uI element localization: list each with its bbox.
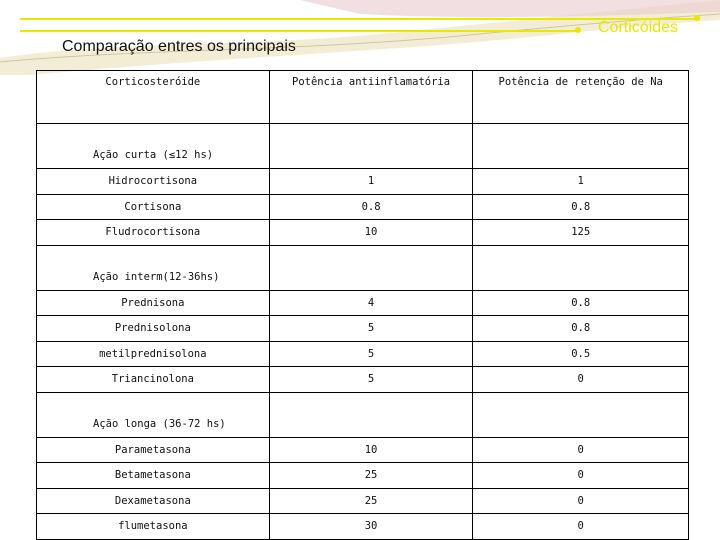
table-row: [37, 437, 689, 463]
table-row: [37, 169, 689, 195]
antiinflammatory-potency: 1: [269, 169, 473, 195]
drug-name: Parametasona: [37, 437, 270, 463]
antiinflammatory-potency: 4: [269, 290, 473, 316]
section-row: [37, 392, 689, 437]
antiinflammatory-potency: 5: [269, 316, 473, 342]
antiinflammatory-potency: 5: [269, 367, 473, 393]
drug-name: flumetasona: [37, 514, 270, 540]
antiinflammatory-potency: 25: [269, 463, 473, 489]
table-row: [37, 463, 689, 489]
section-label: Ação longa (36-72 hs): [37, 392, 270, 437]
drug-name: Betametasona: [37, 463, 270, 489]
header-cell: Potência de retenção de Na: [473, 71, 689, 124]
sodium-retention-potency: 0: [473, 463, 689, 489]
header-cell: Potência antiinflamatória: [269, 71, 473, 124]
sodium-retention-potency: 0: [473, 514, 689, 540]
slide-title: Corticóides: [597, 19, 678, 36]
decorative-dot: [575, 27, 581, 33]
sodium-retention-potency: 0: [473, 437, 689, 463]
antiinflammatory-potency: 10: [269, 437, 473, 463]
corticoid-comparison-table: [36, 70, 689, 540]
drug-name: metilprednisolona: [37, 341, 270, 367]
sodium-retention-potency: 0.8: [473, 194, 689, 220]
drug-name: Dexametasona: [37, 488, 270, 514]
drug-name: Hidrocortisona: [37, 169, 270, 195]
antiinflammatory-potency: 10: [269, 220, 473, 246]
table-row: [37, 194, 689, 220]
sodium-retention-potency: 0.5: [473, 341, 689, 367]
drug-name: Prednisona: [37, 290, 270, 316]
table-row: [37, 514, 689, 540]
section-label: Ação curta (≤12 hs): [37, 124, 270, 169]
table-row: [37, 341, 689, 367]
antiinflammatory-potency: 0.8: [269, 194, 473, 220]
sodium-retention-potency: 0.8: [473, 290, 689, 316]
table-row: [37, 220, 689, 246]
drug-name: Cortisona: [37, 194, 270, 220]
decorative-line: [20, 30, 580, 32]
sodium-retention-potency: 1: [473, 169, 689, 195]
table-header-row: [37, 71, 689, 124]
sodium-retention-potency: 125: [473, 220, 689, 246]
drug-name: Prednisolona: [37, 316, 270, 342]
table-row: [37, 367, 689, 393]
slide-subtitle: Comparação entres os principais: [62, 38, 296, 55]
table-row: [37, 316, 689, 342]
antiinflammatory-potency: 25: [269, 488, 473, 514]
drug-name: Fludrocortisona: [37, 220, 270, 246]
table-row: [37, 290, 689, 316]
decorative-dot: [694, 15, 700, 21]
sodium-retention-potency: 0: [473, 367, 689, 393]
section-row: [37, 124, 689, 169]
table-row: [37, 488, 689, 514]
antiinflammatory-potency: 30: [269, 514, 473, 540]
section-label: Ação interm(12-36hs): [37, 245, 270, 290]
sodium-retention-potency: 0: [473, 488, 689, 514]
antiinflammatory-potency: 5: [269, 341, 473, 367]
drug-name: Triancinolona: [37, 367, 270, 393]
sodium-retention-potency: 0.8: [473, 316, 689, 342]
section-row: [37, 245, 689, 290]
header-cell: Corticosteróide: [37, 71, 270, 124]
